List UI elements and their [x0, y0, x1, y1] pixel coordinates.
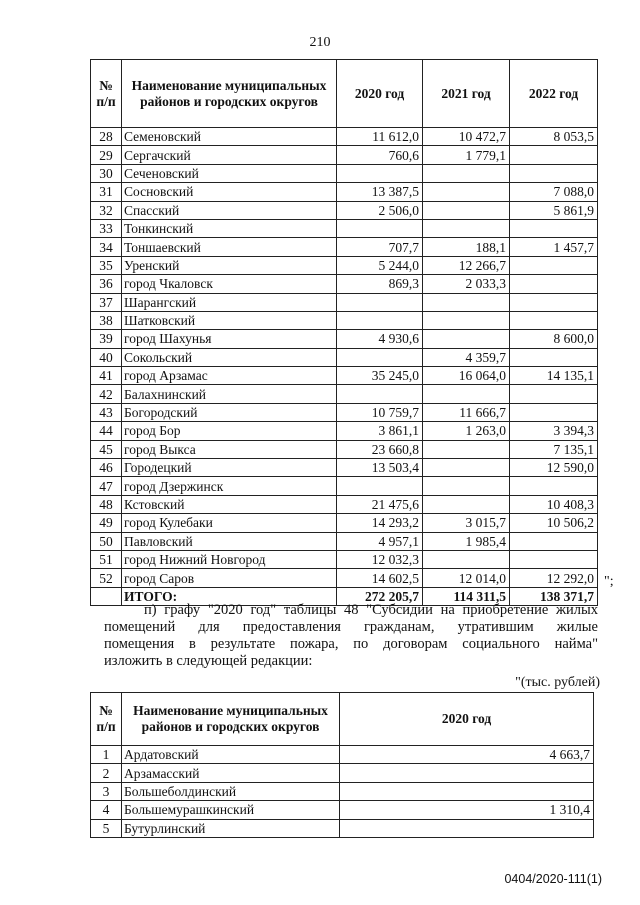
amount-cell: 869,3 [337, 275, 423, 293]
row-number: 49 [91, 514, 122, 532]
amount-cell [337, 348, 423, 366]
closing-quote: "; [604, 574, 614, 589]
table1-header-2021: 2021 год [423, 60, 510, 128]
row-number: 51 [91, 550, 122, 568]
municipality-name: Балахнинский [122, 385, 337, 403]
municipality-name: Семеновский [122, 128, 337, 146]
amount-cell: 8 600,0 [510, 330, 598, 348]
amount-cell [423, 293, 510, 311]
table-row [91, 782, 594, 800]
amount-cell: 3 394,3 [510, 422, 598, 440]
amount-cell [423, 550, 510, 568]
amount-cell: 3 861,1 [337, 422, 423, 440]
table-row [91, 477, 598, 495]
amount-cell [423, 311, 510, 329]
table-row [91, 256, 598, 274]
municipality-name: Кстовский [122, 495, 337, 513]
table1-header-name: Наименование муниципальных районов и городских округов [122, 60, 337, 128]
table2-body [91, 746, 594, 838]
amount-cell [510, 256, 598, 274]
table-row [91, 422, 598, 440]
row-number: 31 [91, 183, 122, 201]
amount-cell: 14 293,2 [337, 514, 423, 532]
amount-cell: 2 506,0 [337, 201, 423, 219]
units-label: "(тыс. рублей) [515, 675, 600, 690]
table-row [91, 550, 598, 568]
table-row [91, 495, 598, 513]
table-row [91, 201, 598, 219]
table-row [91, 440, 598, 458]
amount-cell: 4 930,6 [337, 330, 423, 348]
table-row [91, 403, 598, 421]
amount-cell: 1 263,0 [423, 422, 510, 440]
amount-cell: 12 590,0 [510, 459, 598, 477]
row-number: 46 [91, 459, 122, 477]
row-number: 37 [91, 293, 122, 311]
amount-cell [423, 164, 510, 182]
table-row [91, 801, 594, 819]
municipality-name: Арзамасский [122, 764, 340, 782]
amount-cell [423, 459, 510, 477]
amount-cell: 2 033,3 [423, 275, 510, 293]
amount-cell [510, 275, 598, 293]
subsidy-table-continued [90, 59, 598, 606]
municipality-name: Уренский [122, 256, 337, 274]
row-number: 34 [91, 238, 122, 256]
municipality-name: Большеболдинский [122, 782, 340, 800]
amount-cell [423, 385, 510, 403]
amount-cell [337, 385, 423, 403]
amendment-paragraph [104, 602, 598, 670]
row-number: 50 [91, 532, 122, 550]
table-row [91, 385, 598, 403]
municipality-name: город Выкса [122, 440, 337, 458]
row-number: 33 [91, 219, 122, 237]
table-row [91, 330, 598, 348]
table-row [91, 146, 598, 164]
row-number: 40 [91, 348, 122, 366]
table-row [91, 746, 594, 764]
amount-cell: 5 861,9 [510, 201, 598, 219]
municipality-name: Сергачский [122, 146, 337, 164]
table-row [91, 183, 598, 201]
amount-cell: 4 957,1 [337, 532, 423, 550]
municipality-name: Богородский [122, 403, 337, 421]
municipality-name: Спасский [122, 201, 337, 219]
amount-cell: 114 311,5 [423, 587, 510, 605]
municipality-name: Ардатовский [122, 746, 340, 764]
amount-cell: 760,6 [337, 146, 423, 164]
amount-cell: 16 064,0 [423, 367, 510, 385]
amount-cell: 1 779,1 [423, 146, 510, 164]
amount-cell [340, 764, 594, 782]
municipality-name: Бутурлинский [122, 819, 340, 837]
row-number: 3 [91, 782, 122, 800]
amount-cell [423, 440, 510, 458]
amount-cell [510, 293, 598, 311]
amount-cell [337, 219, 423, 237]
row-number: 1 [91, 746, 122, 764]
table-row [91, 459, 598, 477]
subsidy-table-48 [90, 692, 594, 838]
row-number: 44 [91, 422, 122, 440]
amount-cell [510, 532, 598, 550]
table1-header-row [91, 60, 598, 128]
municipality-name: Городецкий [122, 459, 337, 477]
amount-cell [423, 495, 510, 513]
table1-header-2020: 2020 год [337, 60, 423, 128]
row-number: 38 [91, 311, 122, 329]
amount-cell [423, 201, 510, 219]
table-row [91, 238, 598, 256]
municipality-name: город Арзамас [122, 367, 337, 385]
municipality-name: Павловский [122, 532, 337, 550]
row-number: 47 [91, 477, 122, 495]
row-number: 32 [91, 201, 122, 219]
amount-cell: 8 053,5 [510, 128, 598, 146]
municipality-name: Шарангский [122, 293, 337, 311]
amount-cell: 10 408,3 [510, 495, 598, 513]
table-row [91, 819, 594, 837]
amount-cell: 35 245,0 [337, 367, 423, 385]
table-row [91, 348, 598, 366]
table-row [91, 128, 598, 146]
municipality-name: город Кулебаки [122, 514, 337, 532]
amount-cell: 13 503,4 [337, 459, 423, 477]
amount-cell [337, 164, 423, 182]
document-code: 0404/2020-111(1) [504, 872, 602, 886]
amount-cell [510, 164, 598, 182]
amount-cell: 4 359,7 [423, 348, 510, 366]
amount-cell: 1 457,7 [510, 238, 598, 256]
amount-cell: 12 032,3 [337, 550, 423, 568]
table-row [91, 275, 598, 293]
table-row [91, 569, 598, 587]
table-row [91, 367, 598, 385]
amount-cell: 13 387,5 [337, 183, 423, 201]
amount-cell: 4 663,7 [340, 746, 594, 764]
municipality-name: Шатковский [122, 311, 337, 329]
table-row [91, 514, 598, 532]
amount-cell: 707,7 [337, 238, 423, 256]
municipality-name: город Бор [122, 422, 337, 440]
municipality-name: город Нижний Новгород [122, 550, 337, 568]
amount-cell: 10 506,2 [510, 514, 598, 532]
table-row [91, 311, 598, 329]
amount-cell [423, 183, 510, 201]
amount-cell: 10 759,7 [337, 403, 423, 421]
amount-cell [510, 146, 598, 164]
table1-body [91, 128, 598, 606]
amount-cell [423, 219, 510, 237]
row-number: 39 [91, 330, 122, 348]
amount-cell: 138 371,7 [510, 587, 598, 605]
table-row [91, 764, 594, 782]
table-row [91, 219, 598, 237]
table2-header-name: Наименование муниципальных районов и городских округов [122, 693, 340, 746]
municipality-name: Сосновский [122, 183, 337, 201]
amount-cell [510, 550, 598, 568]
amount-cell: 12 266,7 [423, 256, 510, 274]
municipality-name: Тоншаевский [122, 238, 337, 256]
amount-cell [510, 311, 598, 329]
row-number: 36 [91, 275, 122, 293]
table2-header-2020: 2020 год [340, 693, 594, 746]
municipality-name: Тонкинский [122, 219, 337, 237]
amount-cell [423, 477, 510, 495]
table-row [91, 532, 598, 550]
amount-cell: 1 985,4 [423, 532, 510, 550]
amount-cell: 14 135,1 [510, 367, 598, 385]
municipality-name: город Дзержинск [122, 477, 337, 495]
amount-cell [340, 819, 594, 837]
paragraph-line: помещения в результате пожара, по договорам социального найма" [104, 636, 598, 652]
amount-cell [337, 311, 423, 329]
amount-cell: 272 205,7 [337, 587, 423, 605]
amount-cell [337, 477, 423, 495]
amount-cell: 21 475,6 [337, 495, 423, 513]
table-row [91, 293, 598, 311]
row-number: 29 [91, 146, 122, 164]
municipality-name: город Чкаловск [122, 275, 337, 293]
amount-cell: 188,1 [423, 238, 510, 256]
amount-cell: 23 660,8 [337, 440, 423, 458]
amount-cell [510, 219, 598, 237]
amount-cell: 12 292,0 [510, 569, 598, 587]
amount-cell: 1 310,4 [340, 801, 594, 819]
paragraph-line: изложить в следующей редакции: [104, 653, 313, 669]
municipality-name: Сеченовский [122, 164, 337, 182]
row-number: 41 [91, 367, 122, 385]
table1-header-num: № п/п [91, 60, 122, 128]
row-number: 4 [91, 801, 122, 819]
amount-cell: 12 014,0 [423, 569, 510, 587]
municipality-name: город Шахунья [122, 330, 337, 348]
row-number: 48 [91, 495, 122, 513]
paragraph-line: п) графу "2020 год" таблицы 48 "Субсидии на приобретение жилых [144, 602, 598, 618]
amount-cell: 7 088,0 [510, 183, 598, 201]
table2-header-num: № п/п [91, 693, 122, 746]
amount-cell: 14 602,5 [337, 569, 423, 587]
row-number: 35 [91, 256, 122, 274]
amount-cell [340, 782, 594, 800]
row-number: 2 [91, 764, 122, 782]
amount-cell [337, 293, 423, 311]
table-row [91, 164, 598, 182]
municipality-name: ИТОГО: [122, 587, 337, 605]
amount-cell [510, 477, 598, 495]
row-number: 52 [91, 569, 122, 587]
municipality-name: Большемурашкинский [122, 801, 340, 819]
table2-header-row [91, 693, 594, 746]
amount-cell: 5 244,0 [337, 256, 423, 274]
amount-cell: 7 135,1 [510, 440, 598, 458]
page-number: 210 [309, 35, 331, 50]
municipality-name: Сокольский [122, 348, 337, 366]
row-number: 30 [91, 164, 122, 182]
table1-header-2022: 2022 год [510, 60, 598, 128]
row-number: 28 [91, 128, 122, 146]
amount-cell [510, 385, 598, 403]
row-number: 42 [91, 385, 122, 403]
row-number: 45 [91, 440, 122, 458]
amount-cell [510, 403, 598, 421]
amount-cell: 11 612,0 [337, 128, 423, 146]
amount-cell: 10 472,7 [423, 128, 510, 146]
amount-cell [423, 330, 510, 348]
amount-cell [510, 348, 598, 366]
amount-cell: 3 015,7 [423, 514, 510, 532]
amount-cell: 11 666,7 [423, 403, 510, 421]
paragraph-line: помещений для предоставления гражданам, утратившим жилые [104, 619, 598, 635]
municipality-name: город Саров [122, 569, 337, 587]
row-number: 5 [91, 819, 122, 837]
row-number: 43 [91, 403, 122, 421]
